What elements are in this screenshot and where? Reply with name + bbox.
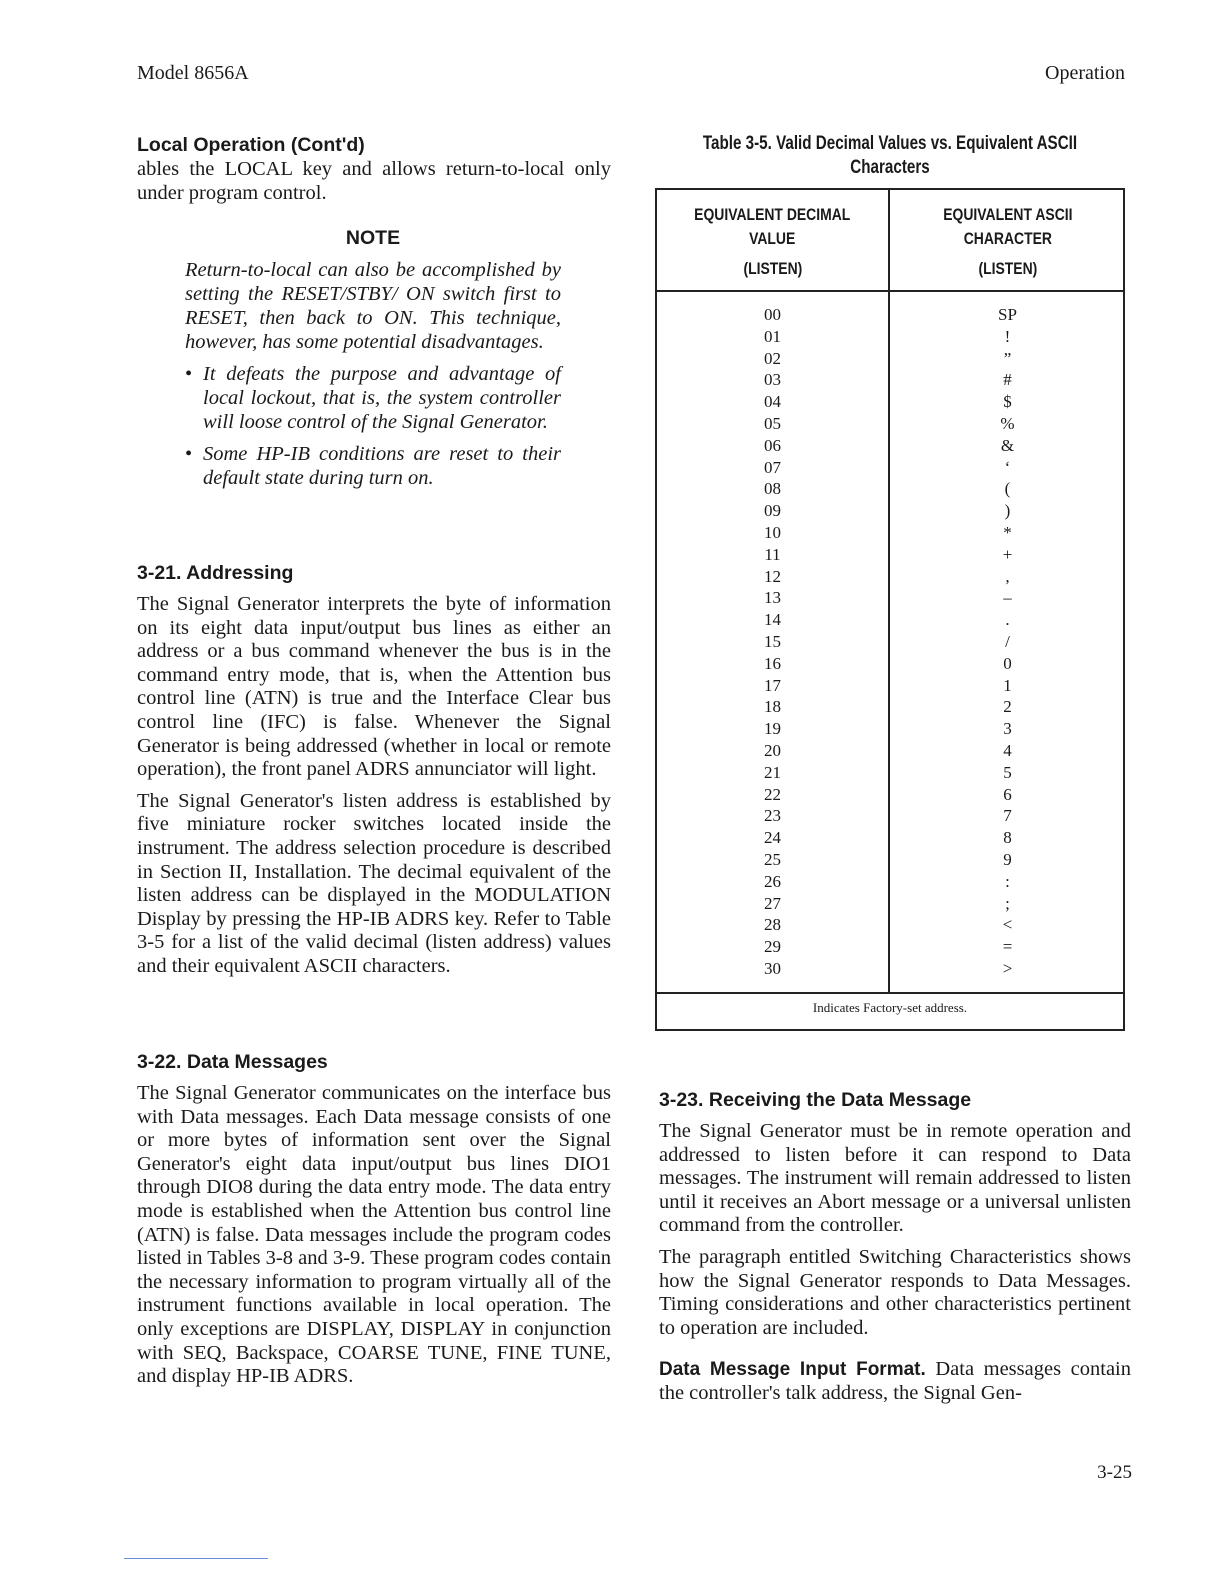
data-messages-section bbox=[137, 1051, 611, 1389]
ascii-char-cell: ” bbox=[1003, 348, 1012, 368]
footer-rule bbox=[124, 1558, 268, 1559]
decimal-value-cell: 18 bbox=[764, 697, 781, 717]
ascii-char-cell: ; bbox=[1005, 893, 1010, 913]
decimal-value-cell: 22 bbox=[764, 784, 781, 804]
decimal-value-cell: 12 bbox=[764, 566, 781, 586]
input-format-paragraph bbox=[659, 1358, 1131, 1405]
addressing-heading: 3-21. Addressing bbox=[137, 562, 294, 584]
decimal-value-cell: 01 bbox=[764, 326, 781, 346]
ascii-char-cell: ‘ bbox=[1004, 457, 1011, 477]
decimal-value-cell: 03 bbox=[764, 370, 781, 390]
note-bullet-text: Some HP-IB conditions are reset to their default state during turn on. bbox=[203, 443, 561, 489]
decimal-value-cell: 29 bbox=[764, 937, 781, 957]
ascii-char-cell: 5 bbox=[1003, 762, 1012, 782]
receiving-data-paragraph: The paragraph entitled Switching Characteristics shows how the Signal Generator responds to Data Messages. Timing considerations and other characteristics pertinent to operation are included. bbox=[659, 1245, 1131, 1339]
ascii-chars-column bbox=[890, 304, 1125, 980]
data-messages-heading: 3-22. Data Messages bbox=[137, 1051, 328, 1073]
decimal-value-cell: 11 bbox=[764, 544, 781, 564]
header-section: Operation bbox=[1045, 62, 1125, 84]
col-header-line: EQUIVALENT DECIMAL bbox=[694, 205, 851, 224]
ascii-char-cell: + bbox=[1002, 544, 1013, 564]
note-bullet-text: It defeats the purpose and advantage of local lockout, that is, the system controller will loose control of the Signal Generator. bbox=[203, 363, 561, 433]
page-number: 3-25 bbox=[1097, 1462, 1132, 1483]
ascii-char-cell: $ bbox=[1003, 392, 1012, 412]
ascii-char-cell: = bbox=[1002, 937, 1013, 957]
decimal-value-cell: 19 bbox=[764, 719, 781, 739]
col-header-ascii bbox=[890, 203, 1125, 281]
addressing-section bbox=[137, 562, 611, 979]
decimal-value-cell: 20 bbox=[764, 740, 781, 760]
table-title-line: Table 3-5. Valid Decimal Values vs. Equivalent ASCII bbox=[702, 133, 1078, 154]
col-header-decimal bbox=[655, 203, 890, 281]
decimal-value-cell: 16 bbox=[764, 653, 781, 673]
data-messages-paragraph: The Signal Generator communicates on the interface bus with Data messages. Each Data message consists of one or more bytes of information sent over the Signal Generator's eight data input/output bus lines DIO1 through DIO8 during the data entry mode. The data entry mode is established when the Attention bus control line (ATN) is false. Data messages include the program codes listed in Tables 3-8 and 3-9. These program codes contain the necessary information to program virtually all of the instrument functions available in local operation. The only exceptions are DISPLAY, DISPLAY in conjunction with SEQ, Backspace, COARSE TUNE, FINE TUNE, and display HP-IB ADRS. bbox=[137, 1082, 611, 1388]
decimal-value-cell: 08 bbox=[764, 479, 781, 499]
local-operation-heading: Local Operation (Cont'd) bbox=[137, 134, 365, 156]
decimal-value-cell: 17 bbox=[764, 675, 781, 695]
ascii-char-cell: 4 bbox=[1003, 740, 1012, 760]
table-title bbox=[702, 132, 1078, 180]
ascii-char-cell: / bbox=[1005, 631, 1010, 651]
ascii-char-cell: * bbox=[1003, 522, 1012, 542]
addressing-paragraph: The Signal Generator's listen address is established by five miniature rocker switches located inside the instrument. The address selection procedure is described in Section II, Installation. The decimal equivalent of the listen address can be displayed in the MODULATION Display by pressing the HP-IB ADRS key. Refer to Table 3-5 for a list of the valid decimal (listen address) values and their equivalent ASCII characters. bbox=[137, 789, 611, 977]
decimal-value-cell: 27 bbox=[764, 893, 781, 913]
col-header-line: EQUIVALENT ASCII bbox=[942, 205, 1073, 224]
ascii-char-cell: – bbox=[1003, 588, 1012, 608]
ascii-char-cell: ! bbox=[1004, 326, 1011, 346]
input-format-text: Data messages contain the controller's talk address, the Signal Gen- bbox=[659, 1358, 1131, 1404]
decimal-value-cell: 00 bbox=[764, 305, 781, 324]
note-bullet bbox=[185, 362, 561, 434]
ascii-char-cell: 6 bbox=[1003, 784, 1012, 804]
ascii-char-cell: 7 bbox=[1003, 806, 1012, 826]
bullet-icon: • bbox=[185, 443, 193, 465]
note-paragraph: Return-to-local can also be accomplished by setting the RESET/STBY/ ON switch first to RESET, then back to ON. This technique, however, has some potential disadvantages. bbox=[185, 259, 561, 353]
decimal-value-cell: 13 bbox=[764, 588, 781, 608]
ascii-char-cell: SP bbox=[998, 305, 1017, 324]
header-model: Model 8656A bbox=[137, 62, 249, 84]
ascii-char-cell: 9 bbox=[1003, 849, 1012, 869]
local-operation-section bbox=[137, 134, 611, 205]
table-footnote: Indicates Factory-set address. bbox=[812, 1000, 968, 1015]
ascii-char-cell: , bbox=[1005, 566, 1010, 586]
ascii-char-cell: & bbox=[1000, 435, 1015, 455]
decimal-value-cell: 28 bbox=[764, 915, 781, 935]
table-footer-rule bbox=[655, 992, 1125, 994]
decimal-value-cell: 23 bbox=[764, 806, 781, 826]
table-title-line: Characters bbox=[850, 157, 930, 178]
decimal-value-cell: 10 bbox=[764, 522, 781, 542]
ascii-char-cell: ( bbox=[1004, 479, 1011, 499]
table-border-top bbox=[655, 188, 1125, 190]
receiving-data-heading: 3-23. Receiving the Data Message bbox=[659, 1089, 972, 1111]
ascii-char-cell: . bbox=[1005, 610, 1010, 630]
col-header-line: VALUE bbox=[749, 229, 796, 248]
decimal-value-cell: 24 bbox=[764, 828, 781, 848]
decimal-value-cell: 25 bbox=[764, 849, 781, 869]
ascii-char-cell: 8 bbox=[1003, 828, 1012, 848]
decimal-value-cell: 04 bbox=[764, 392, 781, 412]
ascii-char-cell: : bbox=[1005, 871, 1010, 891]
ascii-char-cell: 0 bbox=[1003, 653, 1012, 673]
decimal-value-cell: 14 bbox=[764, 610, 781, 630]
note-title: NOTE bbox=[345, 227, 401, 249]
addressing-paragraph: The Signal Generator interprets the byte of information on its eight data input/output bus lines as either an address or a bus command whenever the bus is in the command entry mode, that is, when the Attention bus control line (ATN) is true and the Interface Clear bus control line (IFC) is false. Whenever the Signal Generator is being addressed (whether in local or remote operation), the front panel ADRS annunciator will light. bbox=[137, 593, 611, 781]
decimal-value-cell: 09 bbox=[764, 501, 781, 521]
col-header-line: CHARACTER bbox=[963, 229, 1052, 248]
decimal-value-cell: 15 bbox=[764, 631, 781, 651]
decimal-value-cell: 07 bbox=[764, 457, 781, 477]
ascii-char-cell: < bbox=[1002, 915, 1013, 935]
ascii-char-cell: 1 bbox=[1003, 675, 1012, 695]
decimal-value-cell: 26 bbox=[764, 871, 781, 891]
decimal-value-cell: 30 bbox=[764, 958, 781, 978]
ascii-char-cell: 2 bbox=[1003, 697, 1012, 717]
ascii-table bbox=[655, 188, 1125, 1030]
table-header-rule bbox=[655, 290, 1125, 292]
local-operation-paragraph: ables the LOCAL key and allows return-to-local only under program control. bbox=[137, 158, 611, 204]
ascii-char-cell: # bbox=[1003, 370, 1012, 390]
note-bullet bbox=[185, 442, 561, 490]
input-format-lead: Data Message Input Format. bbox=[659, 1359, 926, 1381]
decimal-values-column bbox=[655, 304, 890, 980]
receiving-data-paragraph: The Signal Generator must be in remote operation and addressed to listen before it can respond to Data messages. The instrument will remain addressed to listen until it receives an Abort message or a universal unlisten command from the controller. bbox=[659, 1120, 1131, 1237]
ascii-char-cell: ) bbox=[1004, 501, 1011, 521]
decimal-value-cell: 06 bbox=[764, 435, 781, 455]
ascii-char-cell: % bbox=[1000, 413, 1015, 433]
bullet-icon: • bbox=[185, 363, 193, 385]
decimal-value-cell: 05 bbox=[764, 413, 781, 433]
receiving-data-section bbox=[659, 1089, 1131, 1406]
table-border-bottom bbox=[655, 1029, 1125, 1031]
ascii-char-cell: 3 bbox=[1003, 719, 1012, 739]
col-header-line: (LISTEN) bbox=[743, 259, 802, 278]
ascii-char-cell: > bbox=[1002, 958, 1013, 978]
decimal-value-cell: 21 bbox=[764, 762, 781, 782]
col-header-line: (LISTEN) bbox=[978, 259, 1037, 278]
decimal-value-cell: 02 bbox=[764, 348, 781, 368]
note-block bbox=[185, 227, 561, 490]
